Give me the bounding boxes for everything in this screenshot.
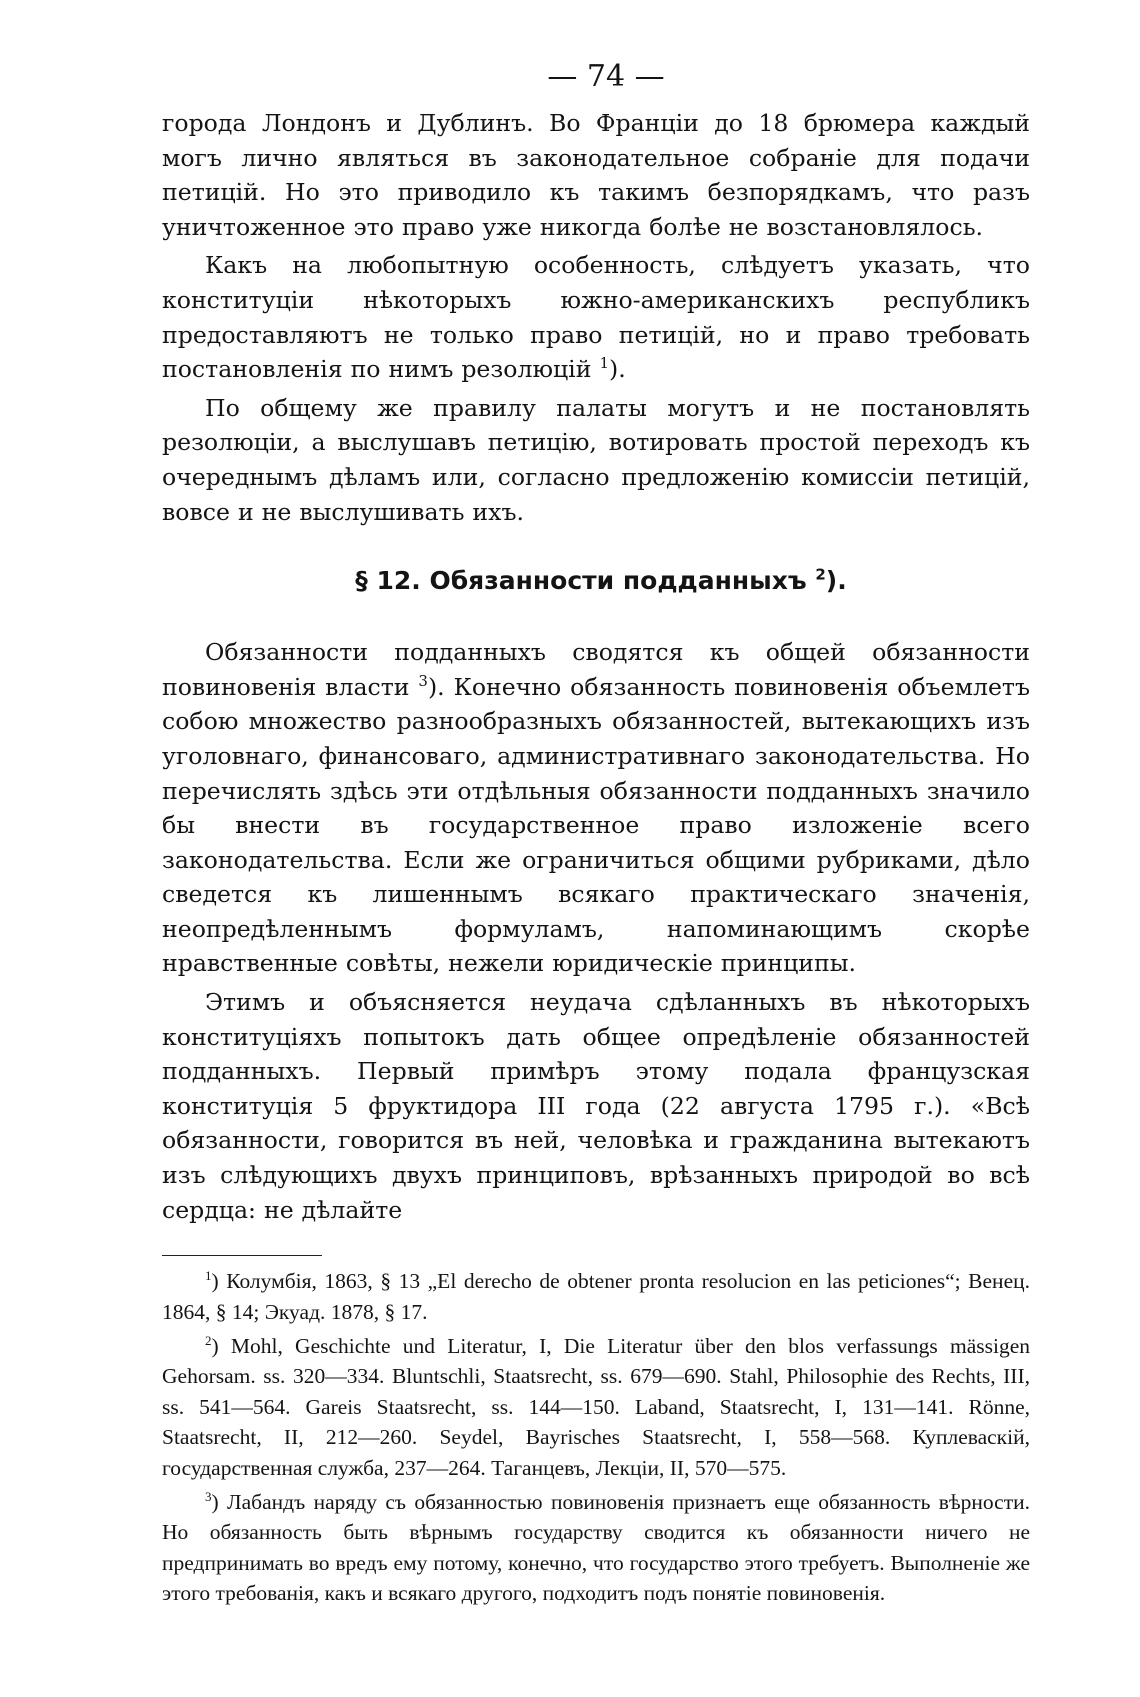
body-paragraph-3 [162, 391, 1030, 529]
section-heading [162, 563, 1030, 599]
footnote-divider [162, 1255, 322, 1256]
page-number: — 74 — [547, 59, 665, 94]
footnote-ref-3[interactable]: 3 [418, 671, 428, 690]
footnote-3 [162, 1487, 1030, 1609]
book-page [162, 52, 1030, 1609]
footnote-ref-1[interactable]: 1 [599, 354, 609, 373]
section-paragraph-1-text-before: Обязанности подданныхъ сводятся къ общей обязанности повиновенія власти [162, 638, 1030, 701]
body-paragraph-1-text: города Лондонъ и Дублинъ. Во Франціи до 18 брюмера каждый могъ лично являться въ законодательное собраніе для подачи петицій. Но это приводило къ такимъ безпорядкамъ, что разъ уничтоженное это право уже никогда болѣе не возстановлялось. [162, 109, 1030, 241]
section-paragraph-2 [162, 985, 1030, 1227]
footnote-3-number: 3 [205, 1488, 212, 1504]
footnote-2 [162, 1331, 1030, 1483]
footnote-3-text: ) Лабандъ наряду съ обязанностью повиновенія признаетъ еще обязанность вѣрности. Но обязанность быть вѣрнымъ государству сводится къ обязанности ничего не предпринимать во вредъ ему потому, конечно, что государство этого требуетъ. Выполненіе же этого требованія, какъ и всякаго другого, подходитъ подъ понятіе повиновенія. [162, 1490, 1030, 1606]
footnote-ref-2[interactable]: 2 [815, 565, 826, 584]
footnote-1-text: ) Колумбія, 1863, § 13 „El derecho de obtener pronta resolucion en las peticiones“; Венец. 1864, § 14; Экуад. 1878, § 17. [162, 1269, 1030, 1324]
body-paragraph-2-text: Какъ на любопытную особенность, слѣдуетъ указать, что конституціи нѣкоторыхъ южно-американскихъ республикъ предоставляютъ не только право петицій, но и право требовать постановленія по нимъ резолюцій [162, 251, 1030, 384]
body-paragraph-2-tail: ). [608, 355, 626, 384]
section-paragraph-1-text-after: ). Конечно обязанность повиновенія объемлетъ собою множество разнообразныхъ обязанностей, вытекающихъ изъ уголовнаго, финансоваго, административнаго законодательства. Но перечислять здѣсь эти отдѣльныя обязанности подданныхъ значило бы внести въ государственное право изложеніе всего законодательства. Если же ограничиться общими рубриками, дѣло сведется къ лишеннымъ всякаго практическаго значенія, неопредѣленнымъ формуламъ, напоминающимъ скорѣе нравственные совѣты, нежели юридическіе принципы. [162, 672, 1030, 978]
footnote-1 [162, 1266, 1030, 1327]
body-paragraph-1 [162, 106, 1030, 244]
section-heading-text: § 12. Обязанности подданныхъ [355, 566, 816, 596]
footnote-1-number: 1 [205, 1268, 212, 1284]
body-paragraph-3-text: По общему же правилу палаты могутъ и не постановлять резолюціи, а выслушавъ петицію, вотировать простой переходъ къ очереднымъ дѣламъ или, согласно предложенію комиссіи петицій, вовсе и не выслушивать ихъ. [162, 393, 1030, 526]
footnote-2-text: ) Mohl, Geschichte und Literatur, I, Die Literatur über den blos verfassungs mässigen Gehorsam. ss. 320—334. Bluntschli, Staatsrecht, ss. 679—690. Stahl, Philosophie des Rechts, III, ss. 541—564. Gareis Staatsrecht, ss. 144—150. Laband, Staatsrecht, I, 131—141. Rönne, Staatsrecht, II, 212—260. Seydel, Bayrisches Staatsrecht, I, 558—568. Куплеваскій, государственная служба, 237—264. Таганцевъ, Лекціи, II, 570—575. [162, 1334, 1030, 1480]
footnote-2-number: 2 [205, 1332, 212, 1348]
body-paragraph-2 [162, 248, 1030, 386]
section-paragraph-1 [162, 635, 1030, 981]
section-heading-tail: ). [825, 566, 847, 596]
section-paragraph-2-text: Этимъ и объясняется неудача сдѣланныхъ въ нѣкоторыхъ конституціяхъ попытокъ дать общее опредѣленіе обязанностей подданныхъ. Первый примѣръ этому подала французская конституція 5 фруктидора III года (22 августа 1795 г.). «Всѣ обязанности, говорится въ ней, человѣка и гражданина вытекаютъ изъ слѣдующихъ двухъ принциповъ, врѣзанныхъ природой во всѣ сердца: не дѣлайте [162, 988, 1030, 1224]
